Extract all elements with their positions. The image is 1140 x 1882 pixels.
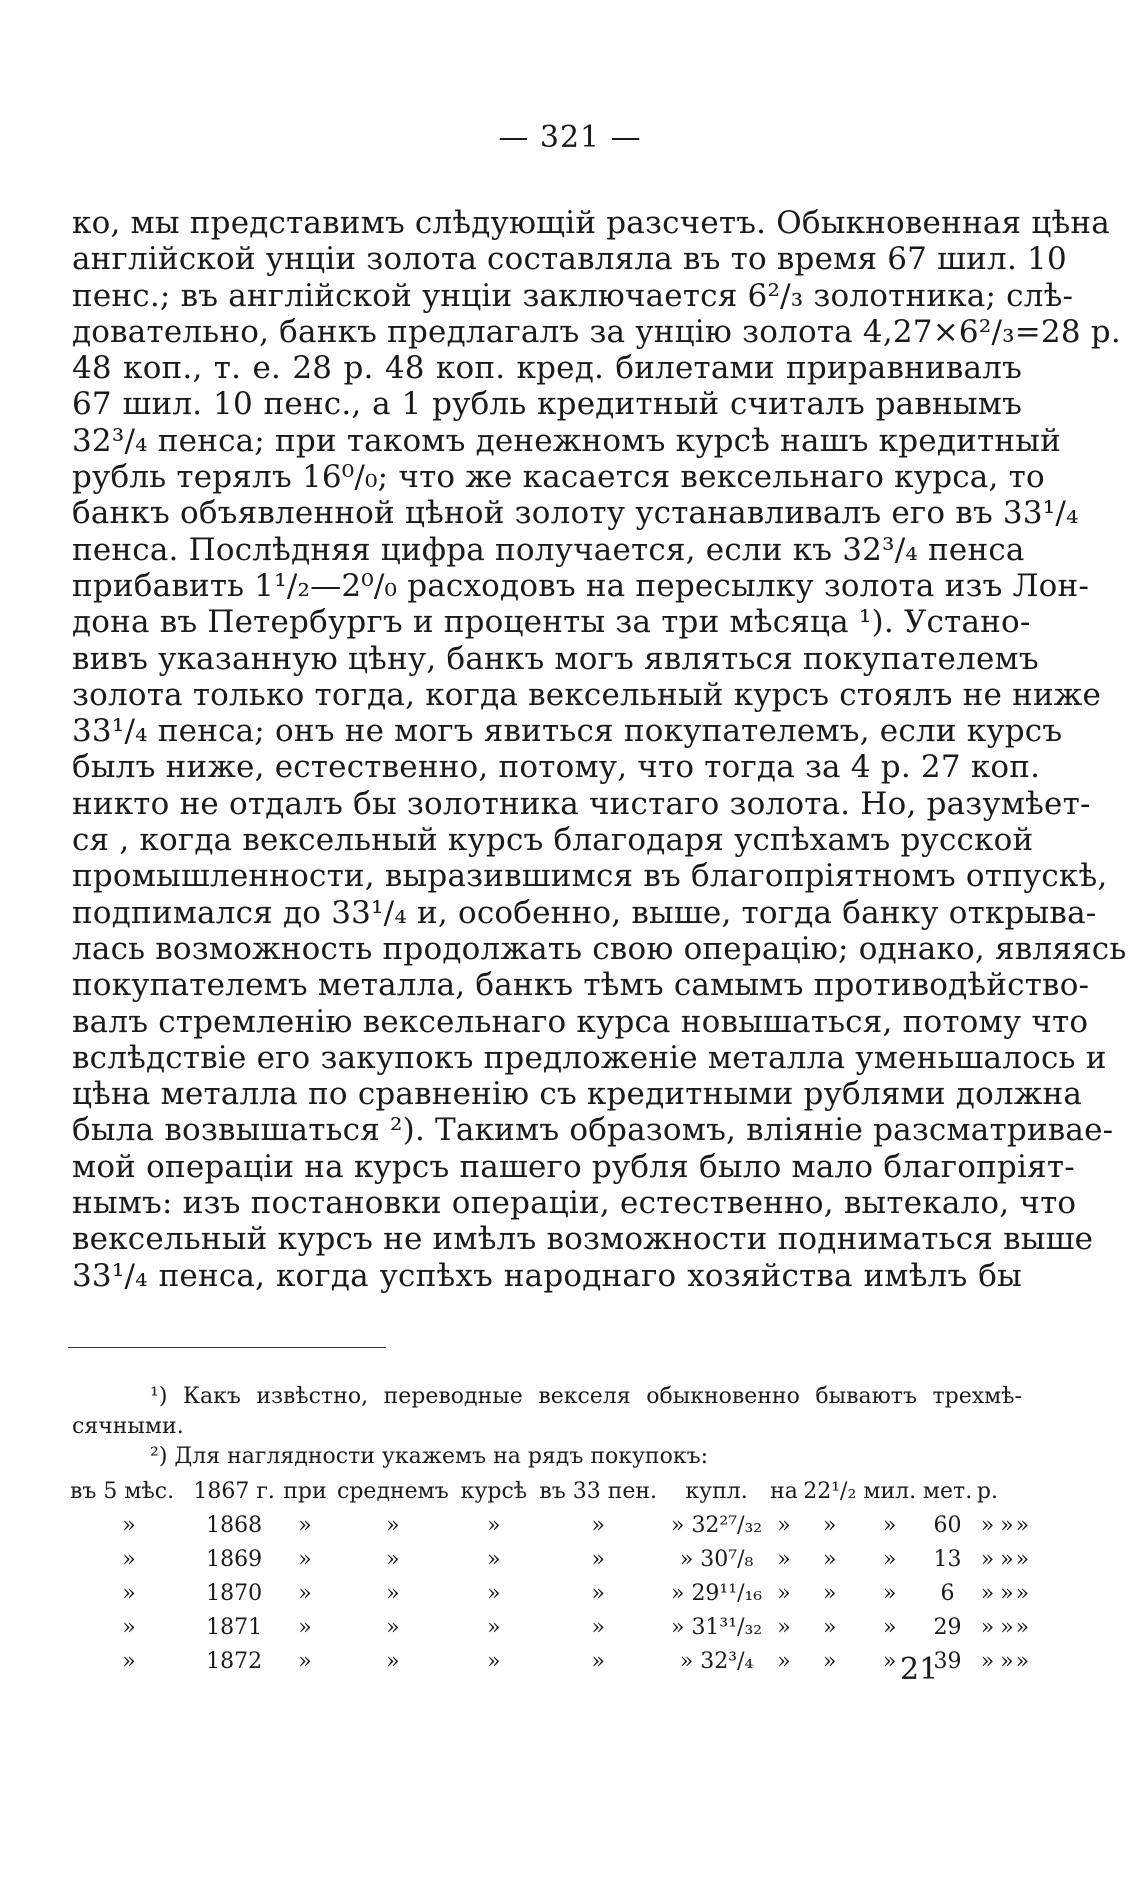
purchases-cell: » (487, 1648, 501, 1674)
body-line: 32³/₄ пенса; при такомъ денежномъ курсѣ нашъ кредитный (72, 422, 1061, 459)
purchases-cell: » (777, 1614, 791, 1640)
purchases-cell: 29 (933, 1614, 962, 1640)
purchases-cell: 1872 (206, 1648, 263, 1674)
body-line: пенса. Послѣдняя цифра получается, если къ 32³/₄ пенса (72, 531, 1025, 568)
purchases-cell: » (882, 1614, 897, 1640)
purchases-header-cell: въ 5 мѣс. (70, 1478, 175, 1504)
purchases-cell: » (122, 1648, 136, 1674)
body-line: прибавить 1¹/₂—2⁰/₀ расходовъ на пересылку золота изъ Лон- (72, 567, 1090, 604)
purchases-row (70, 1542, 1030, 1576)
body-line: промышленности, выразившимся въ благопріятномъ отпускѣ, (72, 858, 1108, 895)
purchases-cell: » (1000, 1580, 1014, 1606)
purchases-cell: » (298, 1546, 312, 1572)
body-line: 33¹/₄ пенса, когда успѣхъ народнаго хозяйства имѣлъ бы (72, 1257, 1022, 1294)
purchases-cell: » 32³/₄ (679, 1648, 754, 1674)
purchases-cell: » (980, 1546, 995, 1572)
purchases-header-cell: курсѣ (460, 1478, 528, 1504)
body-line: ся , когда вексельный курсъ благодаря успѣхамъ русской (72, 822, 1034, 859)
purchases-cell: » (298, 1580, 312, 1606)
purchases-cell: » (777, 1648, 791, 1674)
purchases-cell: » (591, 1546, 605, 1572)
purchases-cell: » (487, 1580, 501, 1606)
purchases-cell: » 31³¹/₃₂ (670, 1614, 763, 1640)
purchases-cell: » (1015, 1512, 1030, 1538)
purchases-header-cell: въ 33 пен. (539, 1478, 658, 1504)
body-line: рубль терялъ 16⁰/₀; что же касается вексельнаго курса, то (72, 459, 1045, 496)
purchases-cell: » (386, 1614, 400, 1640)
purchases-cell: » 29¹¹/₁₆ (670, 1580, 763, 1606)
body-text (72, 205, 1127, 1294)
purchases-cell: 39 (933, 1648, 962, 1674)
purchases-header-cell: 1867 г. (193, 1478, 275, 1504)
purchases-cell: » (386, 1512, 400, 1538)
purchases-cell: » (823, 1614, 837, 1640)
purchases-table (70, 1474, 1030, 1678)
body-line: 33¹/₄ пенса; онъ не могъ явиться покупателемъ, если курсъ (72, 713, 1063, 750)
purchases-cell: 1870 (206, 1580, 263, 1606)
purchases-cell: 60 (933, 1512, 962, 1538)
body-line: цѣна металла по сравненію съ кредитными рублями должна (72, 1076, 1083, 1113)
purchases-cell: » (980, 1512, 995, 1538)
body-line: мой операціи на курсъ пашего рубля было мало благопріят- (72, 1148, 1075, 1185)
purchases-cell: » (882, 1512, 897, 1538)
purchases-cell: » (487, 1614, 501, 1640)
purchases-header-cell: мил. (863, 1478, 917, 1504)
body-line: англійской унціи золота составляла въ то время 67 шил. 10 (72, 241, 1067, 278)
purchases-header-cell: р. (976, 1478, 998, 1504)
purchases-cell: » (1015, 1546, 1030, 1572)
body-line: была возвышаться ²). Такимъ образомъ, вліяніе разсматривае- (72, 1112, 1114, 1149)
purchases-header-cell: 22¹/₂ (803, 1478, 857, 1504)
purchases-header-cell: мет. (922, 1478, 973, 1504)
body-line: никто не отдалъ бы золотника чистаго золота. Но, разумѣет- (72, 785, 1091, 822)
body-line: банкъ объявленной цѣной золоту устанавливалъ его въ 33¹/₄ (72, 495, 1079, 532)
purchases-cell: » (591, 1512, 605, 1538)
purchases-cell: » (823, 1648, 837, 1674)
purchases-cell: » (777, 1546, 791, 1572)
purchases-cell: 6 (940, 1580, 955, 1606)
purchases-cell: » (823, 1546, 837, 1572)
purchases-header-cell: среднемъ (337, 1478, 449, 1504)
purchases-cell: » (122, 1512, 136, 1538)
purchases-cell: » (298, 1648, 312, 1674)
purchases-cell: » (386, 1580, 400, 1606)
body-line: былъ ниже, естественно, потому, что тогда за 4 р. 27 коп. (72, 749, 1041, 786)
purchases-cell: 1868 (206, 1512, 263, 1538)
page-number: — 321 — (498, 120, 642, 155)
purchases-cell: » (487, 1546, 501, 1572)
body-line: нымъ: изъ постановки операціи, естественно, вытекало, что (72, 1185, 1077, 1222)
purchases-cell: » 30⁷/₈ (679, 1546, 754, 1572)
body-line: золота только тогда, когда вексельный курсъ стоялъ не ниже (72, 676, 1102, 713)
purchases-cell: » (823, 1580, 837, 1606)
footnote-1-line-2: сячными. (72, 1414, 184, 1439)
purchases-row (70, 1644, 1030, 1678)
purchases-cell: » (487, 1512, 501, 1538)
body-line: вексельный курсъ не имѣлъ возможности подниматься выше (72, 1221, 1094, 1258)
body-line: 67 шил. 10 пенс., а 1 рубль кредитный считалъ равнымъ (72, 386, 1022, 423)
purchases-row (70, 1610, 1030, 1644)
purchases-header-row (70, 1474, 1030, 1508)
body-line: лась возможность продолжать свою операцію; однако, являясь (72, 930, 1127, 967)
purchases-cell: » (1015, 1648, 1030, 1674)
purchases-cell: » (882, 1546, 897, 1572)
body-line: покупателемъ металла, банкъ тѣмъ самымъ противодѣйство- (72, 967, 1090, 1004)
purchases-cell: » (1015, 1614, 1030, 1640)
footnote-1-line-1: ¹) Какъ извѣстно, переводные векселя обыкновенно бываютъ трехмѣ- (150, 1384, 1022, 1409)
purchases-cell: » (882, 1580, 897, 1606)
purchases-cell: » (1000, 1648, 1014, 1674)
purchases-cell: 13 (933, 1546, 962, 1572)
purchases-cell: » (777, 1512, 791, 1538)
body-line: подпимался до 33¹/₄ и, особенно, выше, тогда банку открыва- (72, 894, 1097, 931)
purchases-cell: » (980, 1648, 995, 1674)
body-line: вслѣдствіе его закупокъ предложеніе металла уменьшалось и (72, 1039, 1107, 1076)
purchases-cell: » (122, 1580, 136, 1606)
purchases-cell: » (591, 1614, 605, 1640)
purchases-cell: » (298, 1512, 312, 1538)
purchases-cell: » (1000, 1614, 1014, 1640)
purchases-row (70, 1576, 1030, 1610)
purchases-header-cell: при (283, 1478, 327, 1504)
purchases-cell: » (591, 1580, 605, 1606)
purchases-row (70, 1508, 1030, 1542)
body-line: довательно, банкъ предлагалъ за унцію золота 4,27×6²/₃=28 р. (72, 313, 1121, 350)
purchases-cell: » (777, 1580, 791, 1606)
purchases-cell: » (386, 1648, 400, 1674)
body-line: вивъ указанную цѣну, банкъ могъ являться покупателемъ (72, 640, 1039, 677)
body-line: 48 коп., т. е. 28 р. 48 коп. кред. билетами приравнивалъ (72, 350, 1022, 387)
purchases-cell: 1869 (206, 1546, 263, 1572)
purchases-cell: » (980, 1614, 995, 1640)
purchases-cell: » (1000, 1512, 1014, 1538)
body-line: валъ стремленію вексельнаго курса новышаться, потому что (72, 1003, 1089, 1040)
purchases-cell: 1871 (206, 1614, 263, 1640)
purchases-cell: » (591, 1648, 605, 1674)
body-line: дона въ Петербургъ и проценты за три мѣсяца ¹). Устано- (72, 604, 1031, 641)
purchases-cell: » (122, 1614, 136, 1640)
body-line: пенс.; въ англійской унціи заключается 6²/₃ золотника; слѣ- (72, 277, 1074, 314)
purchases-cell: » 32²⁷/₃₂ (670, 1512, 763, 1538)
purchases-header-cell: на (770, 1478, 798, 1504)
footnote-rule (68, 1347, 386, 1348)
purchases-cell: » (122, 1546, 136, 1572)
purchases-cell: » (298, 1614, 312, 1640)
purchases-cell: » (1000, 1546, 1014, 1572)
purchases-cell: » (882, 1648, 897, 1674)
signature-mark: 21 (900, 1652, 939, 1687)
footnote-2-line-1: ²) Для наглядности укажемъ на рядъ покупокъ: (150, 1444, 709, 1469)
purchases-cell: » (1015, 1580, 1030, 1606)
body-line: ко, мы представимъ слѣдующій разсчетъ. Обыкновенная цѣна (72, 205, 1110, 241)
footnotes (72, 1382, 1022, 1472)
purchases-header-cell: купл. (685, 1478, 748, 1504)
purchases-cell: » (823, 1512, 837, 1538)
purchases-cell: » (980, 1580, 995, 1606)
purchases-cell: » (386, 1546, 400, 1572)
